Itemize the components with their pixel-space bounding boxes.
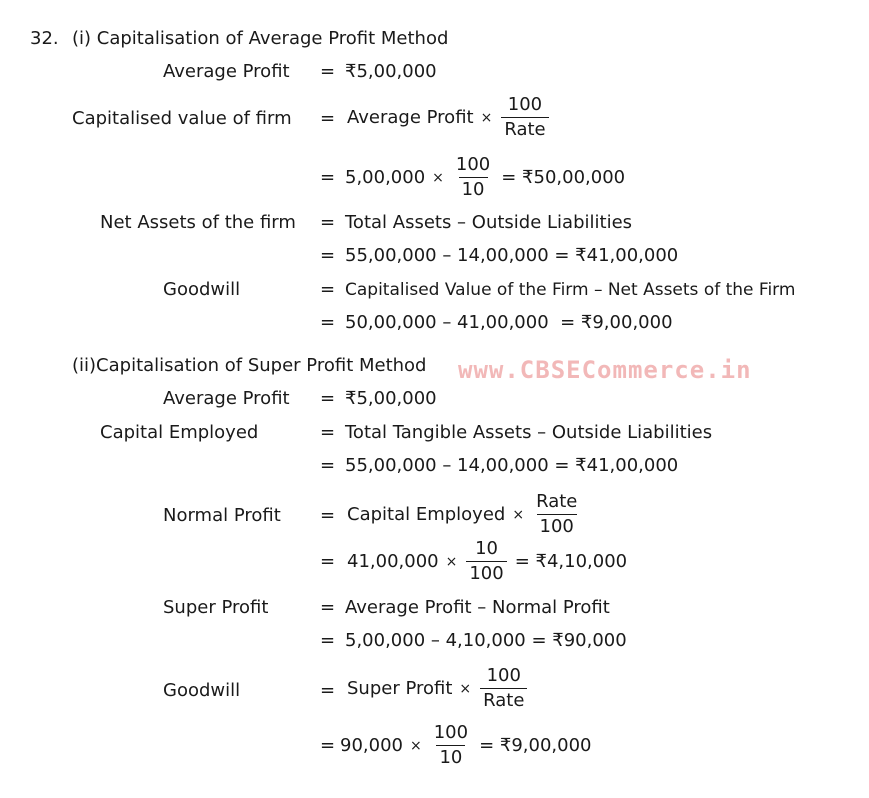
goodwill-calc: 50,00,000 – 41,00,000 = ₹9,00,000 — [345, 312, 673, 333]
fraction-numerator: 100 — [507, 94, 543, 115]
super-profit-calc: 5,00,000 – 4,10,000 = ₹90,000 — [345, 630, 627, 651]
normal-profit-label: Normal Profit — [163, 505, 281, 526]
avg-profit-label: Average Profit — [163, 388, 290, 409]
equals-sign: = — [320, 212, 336, 233]
fraction-numerator: 100 — [455, 154, 491, 175]
formula-prefix: 5,00,000 — [345, 166, 426, 188]
fraction-denominator: Rate — [480, 688, 527, 711]
formula-prefix: 41,00,000 — [347, 550, 439, 572]
avg-profit-value: ₹5,00,000 — [345, 61, 437, 82]
multiply-sign: × — [459, 680, 472, 697]
equals-sign: = — [320, 735, 336, 756]
formula-prefix: 90,000 — [340, 734, 403, 756]
capital-employed-calc: 55,00,000 – 14,00,000 = ₹41,00,000 — [345, 455, 679, 476]
multiply-sign: × — [445, 553, 458, 570]
multiply-sign: × — [409, 737, 422, 754]
net-assets-label: Net Assets of the firm — [100, 212, 296, 233]
avg-profit-value: ₹5,00,000 — [345, 388, 437, 409]
cap-value-formula — [347, 95, 551, 140]
watermark: www.CBSECommerce.in — [458, 356, 752, 384]
fraction — [533, 492, 580, 537]
equals-sign: = — [320, 680, 336, 701]
multiply-sign: × — [512, 506, 525, 523]
goodwill-calc — [340, 723, 592, 768]
equals-sign: = — [320, 279, 336, 300]
formula-prefix: Capital Employed — [347, 503, 506, 525]
fraction — [431, 723, 471, 768]
question-number: 32. — [30, 28, 59, 49]
goodwill-label: Goodwill — [163, 680, 241, 701]
fraction-numerator: 10 — [475, 538, 498, 559]
equals-sign: = — [320, 245, 336, 266]
goodwill-formula: Capitalised Value of the Firm – Net Assets of the Firm — [345, 280, 796, 300]
net-assets-formula: Total Assets – Outside Liabilities — [345, 212, 633, 233]
fraction-denominator: 100 — [537, 514, 577, 537]
equals-sign: = — [320, 388, 336, 409]
fraction — [453, 155, 493, 200]
super-profit-formula: Average Profit – Normal Profit — [345, 597, 610, 618]
equals-sign: = — [320, 312, 336, 333]
avg-profit-label: Average Profit — [163, 61, 290, 82]
fraction — [480, 666, 527, 711]
part1-title: (i) Capitalisation of Average Profit Method — [72, 28, 449, 49]
fraction — [466, 539, 506, 584]
fraction-numerator: 100 — [486, 665, 521, 686]
part2-title: (ii)Capitalisation of Super Profit Method — [72, 355, 427, 376]
cap-value-calc — [345, 155, 625, 200]
equals-sign: = — [320, 551, 336, 572]
super-profit-label: Super Profit — [163, 597, 269, 618]
fraction-numerator: Rate — [536, 491, 578, 512]
equals-sign: = — [320, 61, 336, 82]
goodwill-formula — [347, 666, 529, 711]
equals-sign: = — [320, 505, 336, 526]
formula-prefix: Super Profit — [347, 677, 453, 699]
equals-sign: = — [320, 108, 336, 129]
capital-employed-formula: Total Tangible Assets – Outside Liabilities — [345, 422, 713, 443]
equals-sign: = — [320, 455, 336, 476]
multiply-sign: × — [432, 169, 444, 186]
multiply-sign: × — [480, 109, 493, 126]
normal-profit-calc — [347, 539, 627, 584]
formula-prefix: Average Profit — [347, 106, 474, 128]
net-assets-calc: 55,00,000 – 14,00,000 = ₹41,00,000 — [345, 245, 679, 266]
fraction-denominator: 100 — [466, 561, 506, 584]
fraction-denominator: 10 — [459, 177, 488, 200]
fraction — [501, 95, 548, 140]
calc-result: = ₹9,00,000 — [479, 734, 592, 756]
fraction-numerator: 100 — [433, 722, 469, 743]
capital-employed-label: Capital Employed — [100, 422, 259, 443]
equals-sign: = — [320, 630, 336, 651]
goodwill-label: Goodwill — [163, 279, 241, 300]
equals-sign: = — [320, 167, 336, 188]
normal-profit-formula — [347, 492, 582, 537]
cap-value-label: Capitalised value of firm — [72, 108, 292, 129]
equals-sign: = — [320, 422, 336, 443]
fraction-denominator: 10 — [436, 745, 465, 768]
calc-result: = ₹50,00,000 — [501, 166, 626, 188]
fraction-denominator: Rate — [501, 117, 548, 140]
equals-sign: = — [320, 597, 336, 618]
calc-result: = ₹4,10,000 — [514, 550, 628, 572]
